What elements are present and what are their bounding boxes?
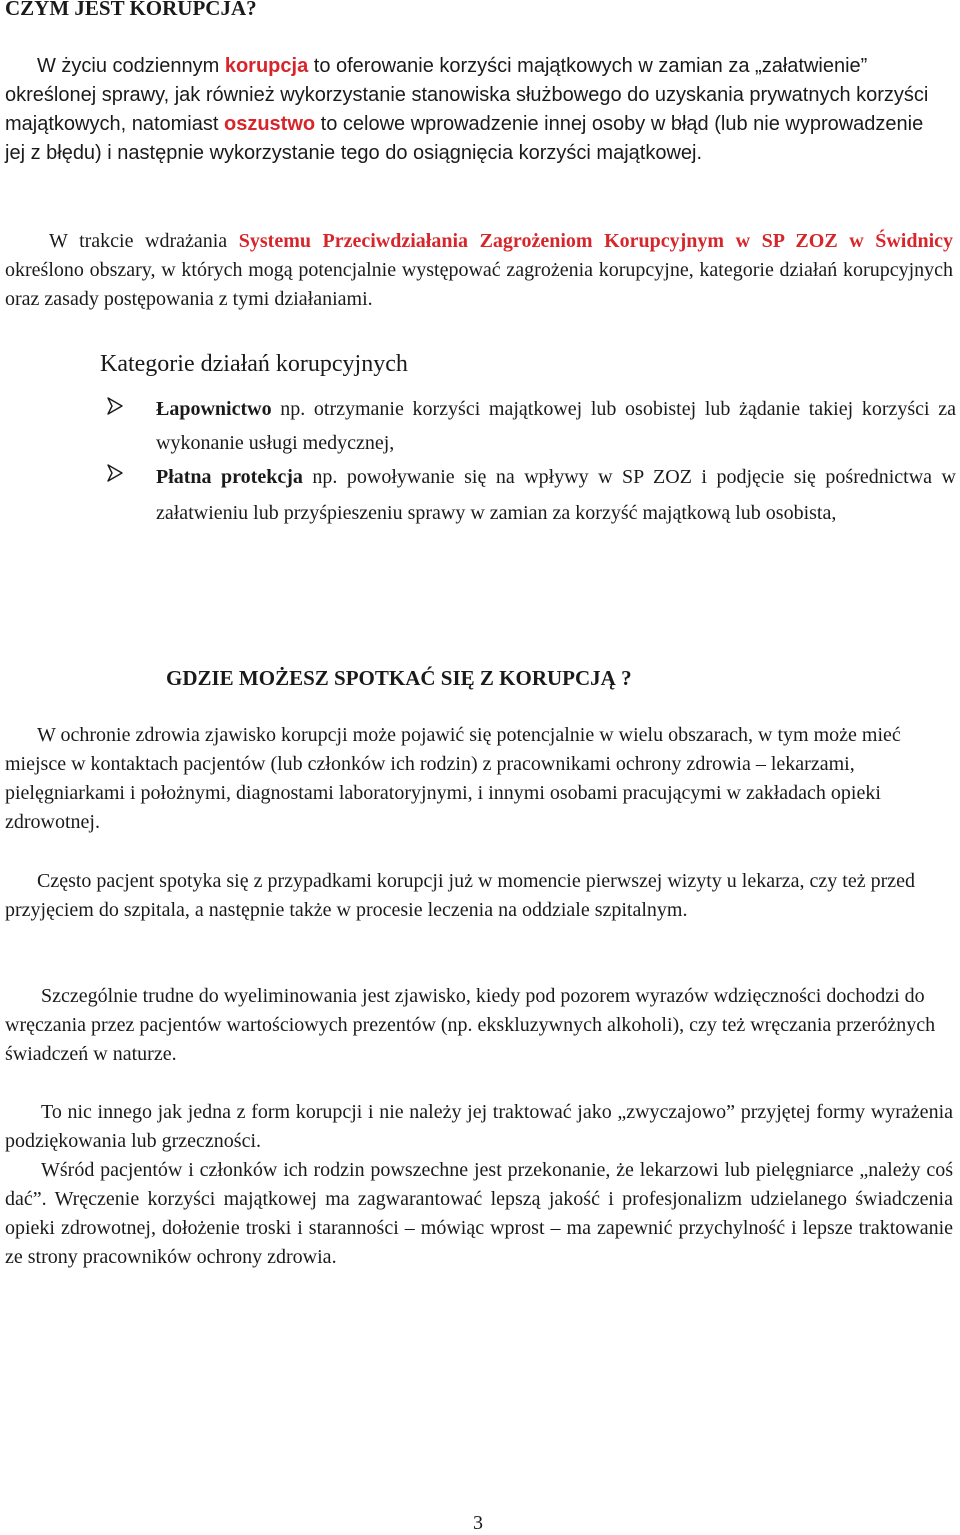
paragraph-areas: [5, 721, 953, 837]
category-desc: np. otrzymanie korzyści majątkowej lub osobistej lub żądanie takiej korzyści za wykonanie usługi medycznej,: [156, 398, 956, 454]
category-term: Łapownictwo: [156, 398, 272, 420]
categories-heading: Kategorie działań korupcyjnych: [100, 351, 408, 377]
category-desc: np. powoływanie się na wpływy w SP ZOZ i podjęcie się pośrednictwa w załatwieniu lub przyśpieszeniu sprawy w zamian za korzyść majątkową lub osobista,: [156, 466, 956, 524]
paragraph-text: To nic innego jak jedna z form korupcji i nie należy jej traktować jako „zwyczajowo” przyjętej formy wyrażenia podziękowania lub grzeczności.: [5, 1101, 953, 1152]
system-name-highlight: Systemu Przeciwdziałania Zagrożeniom Korupcyjnym w SP ZOZ w Świdnicy: [238, 230, 954, 252]
intro-paragraph: [5, 52, 940, 168]
paragraph-custom: [5, 1098, 953, 1272]
arrow-bullet-icon: [107, 464, 123, 488]
intro-text-pre: W życiu codziennym: [37, 55, 225, 77]
category-term: Płatna protekcja: [156, 466, 303, 488]
paragraph-gifts: [5, 982, 953, 1069]
term-korupcja: korupcja: [224, 55, 309, 77]
paragraph-text: Wśród pacjentów i członków ich rodzin powszechne jest przekonanie, że lekarzowi lub pielęgniarce „należy coś dać”. Wręczenie korzyści majątkowej ma zagwarantować lepszą jakość i profesjonalizm udzielanego świadczenia opieki zdrowotnej, dołożenie troski i staranności – mówiąc wprost – ma zapewnić przychylność i lepsze traktowanie ze strony pracowników ochrony zdrowia.: [5, 1159, 953, 1268]
system-text-pre: W trakcie wdrażania: [49, 230, 239, 252]
category-item-lapownictwo: [156, 392, 956, 460]
arrow-bullet-icon: [107, 397, 123, 421]
paragraph-text: Często pacjent spotyka się z przypadkami korupcji już w momencie pierwszej wizyty u lekarza, czy też przed przyjęciem do szpitala, a następnie także w procesie leczenia na oddziale szpitalnym.: [5, 870, 915, 921]
term-oszustwo: oszustwo: [223, 113, 316, 135]
system-text-post: określono obszary, w których mogą potencjalnie występować zagrożenia korupcyjne, kategorie działań korupcyjnych oraz zasady postępowania z tymi działaniami.: [5, 259, 953, 310]
system-paragraph: [5, 227, 953, 314]
page-number: 3: [473, 1512, 483, 1534]
page-title: CZYM JEST KORUPCJA?: [5, 0, 257, 20]
intro-text-mid: to oferowanie korzyści majątkowych w zamian za „załatwienie” określonej sprawy, jak również wykorzystanie stanowiska służbowego do uzyskania prywatnych korzyści majątkowych, natomiast: [5, 55, 929, 135]
paragraph-text: W ochronie zdrowia zjawisko korupcji może pojawić się potencjalnie w wielu obszarach, w tym może mieć miejsce w kontaktach pacjentów (lub członków ich rodzin) z pracownikami ochrony zdrowia – lekarzami, pielęgniarkami i położnymi, diagnostami laboratoryjnymi, i innymi osobami pracującymi w zakładach opieki zdrowotnej.: [5, 724, 901, 833]
where-heading: GDZIE MOŻESZ SPOTKAĆ SIĘ Z KORUPCJĄ ?: [166, 666, 632, 690]
paragraph-text: Szczególnie trudne do wyeliminowania jest zjawisko, kiedy pod pozorem wyrazów wdzięczności dochodzi do wręczania przez pacjentów wartościowych prezentów (np. ekskluzywnych alkoholi), czy też wręczania przeróżnych świadczeń w naturze.: [5, 985, 936, 1065]
intro-text-post: to celowe wprowadzenie innej osoby w błąd (lub nie wyprowadzenie jej z błędu) i następnie wykorzystanie tego do osiągnięcia korzyści majątkowej.: [5, 113, 924, 164]
paragraph-first-visit: [5, 867, 953, 925]
category-item-platna-protekcja: [156, 459, 956, 531]
